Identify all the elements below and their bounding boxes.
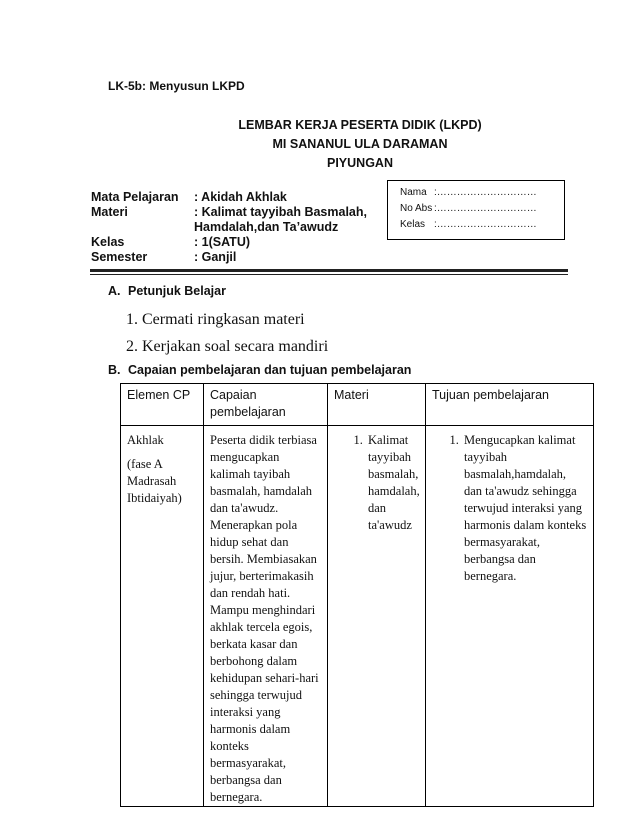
meta-row-materi xyxy=(91,205,367,235)
materi-item: 1. Kalimat tayyibah basmalah, hamdalah, dan ta'awudz xyxy=(366,432,419,534)
learning-objectives-table xyxy=(120,383,594,807)
kelas-info-label: Kelas xyxy=(400,219,426,230)
meta-row-mapel xyxy=(91,190,367,205)
semester-label: Semester xyxy=(91,250,148,264)
header-location: PIYUNGAN xyxy=(327,156,393,170)
table-row xyxy=(121,426,594,807)
cell-elemen xyxy=(121,426,204,807)
instruction-item: 1. Cermati ringkasan materi xyxy=(126,311,305,328)
table-header-row xyxy=(121,384,594,426)
nama-field[interactable]: :………………………… xyxy=(434,187,537,198)
document-code: LK-5b: Menyusun LKPD xyxy=(108,79,245,93)
kelas-row xyxy=(400,217,556,233)
cell-materi xyxy=(328,426,426,807)
materi-label: Materi xyxy=(91,205,128,219)
kelas-value: : 1(SATU) xyxy=(194,235,251,249)
lesson-meta xyxy=(91,190,367,265)
header-school: MI SANANUL ULA DARAMAN xyxy=(272,137,448,151)
semester-value: : Ganjil xyxy=(194,250,237,264)
col-header-materi: Materi xyxy=(328,384,426,426)
meta-row-kelas xyxy=(91,235,367,250)
nama-row xyxy=(400,185,556,201)
noabs-label: No Abs xyxy=(400,203,433,214)
section-a-title: Petunjuk Belajar xyxy=(128,284,226,298)
materi-value: : Kalimat tayyibah Basmalah, Hamdalah,dan Ta’awudz xyxy=(194,205,367,234)
kelas-label: Kelas xyxy=(91,235,125,249)
mapel-value: : Akidah Akhlak xyxy=(194,190,287,204)
student-info-box xyxy=(387,180,565,240)
cell-tujuan xyxy=(426,426,594,807)
meta-row-semester xyxy=(91,250,367,265)
mapel-label: Mata Pelajaran xyxy=(91,190,179,204)
nama-label: Nama xyxy=(400,187,427,198)
noabs-field[interactable]: :………………………… xyxy=(434,203,537,214)
header-divider-thin xyxy=(90,274,568,275)
kelas-field[interactable]: :………………………… xyxy=(434,219,537,230)
tujuan-item: 1. Mengucapkan kalimat tayyibah basmalah,hamdalah, dan ta'awudz sehingga terwujud interaksi yang harmonis dalam konteks bermasyarakat, berbangsa dan bernegara. xyxy=(462,432,587,585)
element-phase: (fase A Madrasah Ibtidaiyah) xyxy=(127,457,182,505)
element-name: Akhlak xyxy=(127,433,164,447)
header-title: LEMBAR KERJA PESERTA DIDIK (LKPD) xyxy=(238,118,482,132)
section-b-heading xyxy=(108,363,411,377)
noabs-row xyxy=(400,201,556,217)
document-header xyxy=(140,116,580,173)
col-header-capaian: Capaian pembelajaran xyxy=(204,384,328,426)
section-a-letter: A. xyxy=(108,284,121,298)
section-a-heading xyxy=(108,284,226,298)
col-header-elemen: Elemen CP xyxy=(121,384,204,426)
section-b-letter: B. xyxy=(108,363,121,377)
cell-capaian: Peserta didik terbiasa mengucapkan kalimah tayibah basmalah, hamdalah dan ta'awudz. Menerapkan pola hidup sehat dan bersih. Membiasakan jujur, berterimakasih dan rendah hati. Mampu menghindari akhlak tercela egois, berkata kasar dan berbohong dalam kehidupan sehari-hari sehingga terwujud interaksi yang harmonis dalam konteks bermasyarakat, berbangsa dan bernegara. xyxy=(204,426,328,807)
instruction-item: 2. Kerjakan soal secara mandiri xyxy=(126,338,329,355)
header-divider-thick xyxy=(90,269,568,272)
col-header-tujuan: Tujuan pembelajaran xyxy=(426,384,594,426)
section-b-title: Capaian pembelajaran dan tujuan pembelajaran xyxy=(128,363,412,377)
